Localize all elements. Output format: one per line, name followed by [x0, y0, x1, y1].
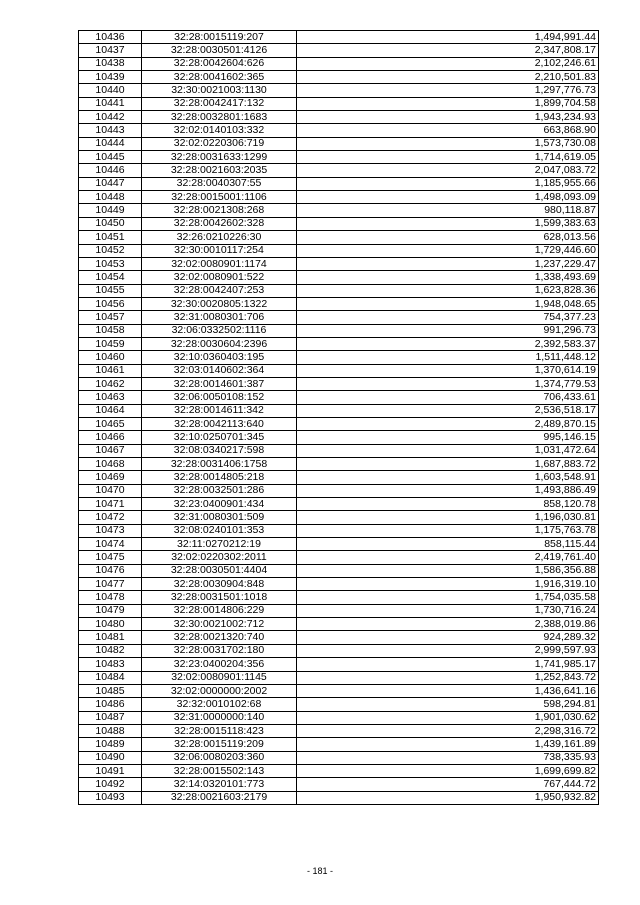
cadastral-number-cell: 32:31:0080301:706 [142, 311, 297, 324]
cadastral-number-cell: 32:14:0320101:773 [142, 778, 297, 791]
cadastral-number-cell: 32:30:0021003:1130 [142, 84, 297, 97]
amount-cell: 1,374,779.53 [297, 377, 599, 390]
cadastral-number-cell: 32:28:0031501:1018 [142, 591, 297, 604]
cadastral-number-cell: 32:28:0015119:209 [142, 738, 297, 751]
amount-cell: 995,146.15 [297, 431, 599, 444]
row-number-cell: 10436 [79, 31, 142, 44]
cadastral-number-cell: 32:30:0010117:254 [142, 244, 297, 257]
table-row [79, 431, 599, 444]
cadastral-number-cell: 32:10:0360403:195 [142, 351, 297, 364]
row-number-cell: 10492 [79, 778, 142, 791]
row-number-cell: 10457 [79, 311, 142, 324]
amount-cell: 1,943,234.93 [297, 111, 599, 124]
row-number-cell: 10467 [79, 444, 142, 457]
amount-cell: 1,252,843.72 [297, 671, 599, 684]
cadastral-number-cell: 32:28:0042417:132 [142, 97, 297, 110]
amount-cell: 1,031,472.64 [297, 444, 599, 457]
amount-cell: 1,599,383.63 [297, 217, 599, 230]
row-number-cell: 10437 [79, 44, 142, 57]
row-number-cell: 10462 [79, 377, 142, 390]
cadastral-number-cell: 32:28:0031406:1758 [142, 458, 297, 471]
table-row [79, 604, 599, 617]
row-number-cell: 10478 [79, 591, 142, 604]
table-row [79, 791, 599, 804]
table-row [79, 44, 599, 57]
amount-cell: 1,729,446.60 [297, 244, 599, 257]
amount-cell: 1,237,229.47 [297, 257, 599, 270]
table-row [79, 271, 599, 284]
table-row [79, 337, 599, 350]
amount-cell: 2,392,583.37 [297, 337, 599, 350]
amount-cell: 2,489,870.15 [297, 417, 599, 430]
table-row [79, 444, 599, 457]
table-row [79, 764, 599, 777]
amount-cell: 2,388,019.86 [297, 618, 599, 631]
cadastral-number-cell: 32:06:0080203:360 [142, 751, 297, 764]
page-number: - 181 - [306, 866, 333, 876]
amount-cell: 2,298,316.72 [297, 724, 599, 737]
table-row [79, 84, 599, 97]
row-number-cell: 10443 [79, 124, 142, 137]
row-number-cell: 10445 [79, 151, 142, 164]
row-number-cell: 10471 [79, 498, 142, 511]
amount-cell: 1,586,356.88 [297, 564, 599, 577]
cadastral-number-cell: 32:30:0020805:1322 [142, 297, 297, 310]
row-number-cell: 10449 [79, 204, 142, 217]
table-row [79, 724, 599, 737]
row-number-cell: 10440 [79, 84, 142, 97]
table-row [79, 644, 599, 657]
cadastral-number-cell: 32:28:0030501:4126 [142, 44, 297, 57]
cadastral-number-cell: 32:28:0031702:180 [142, 644, 297, 657]
amount-cell: 1,754,035.58 [297, 591, 599, 604]
row-number-cell: 10483 [79, 658, 142, 671]
amount-cell: 1,687,883.72 [297, 458, 599, 471]
cadastral-number-cell: 32:10:0250701:345 [142, 431, 297, 444]
cadastral-number-cell: 32:28:0021603:2179 [142, 791, 297, 804]
row-number-cell: 10447 [79, 177, 142, 190]
table-row [79, 417, 599, 430]
table-row [79, 204, 599, 217]
cadastral-number-cell: 32:31:0000000:140 [142, 711, 297, 724]
cadastral-number-cell: 32:23:0400901:434 [142, 498, 297, 511]
table-row [79, 311, 599, 324]
table-row [79, 631, 599, 644]
row-number-cell: 10479 [79, 604, 142, 617]
amount-cell: 2,999,597.93 [297, 644, 599, 657]
cadastral-number-cell: 32:02:0080901:522 [142, 271, 297, 284]
row-number-cell: 10476 [79, 564, 142, 577]
amount-cell: 858,120.78 [297, 498, 599, 511]
amount-cell: 1,948,048.65 [297, 297, 599, 310]
table-row [79, 364, 599, 377]
table-row [79, 284, 599, 297]
cadastral-number-cell: 32:28:0015118:423 [142, 724, 297, 737]
table-row [79, 658, 599, 671]
amount-cell: 2,210,501.83 [297, 71, 599, 84]
table-row [79, 564, 599, 577]
cadastral-number-cell: 32:28:0014601:387 [142, 377, 297, 390]
table-row [79, 404, 599, 417]
table-row [79, 351, 599, 364]
row-number-cell: 10454 [79, 271, 142, 284]
amount-cell: 1,901,030.62 [297, 711, 599, 724]
row-number-cell: 10486 [79, 698, 142, 711]
table-row [79, 231, 599, 244]
table-row [79, 538, 599, 551]
table-row [79, 151, 599, 164]
table-row [79, 377, 599, 390]
cadastral-number-cell: 32:02:0140103:332 [142, 124, 297, 137]
cadastral-number-cell: 32:28:0014611:342 [142, 404, 297, 417]
row-number-cell: 10490 [79, 751, 142, 764]
table-row [79, 471, 599, 484]
cadastral-number-cell: 32:31:0080301:509 [142, 511, 297, 524]
table-row [79, 484, 599, 497]
amount-cell: 980,118.87 [297, 204, 599, 217]
cadastral-number-cell: 32:28:0042602:328 [142, 217, 297, 230]
data-table [78, 30, 599, 805]
table-row [79, 177, 599, 190]
cadastral-number-cell: 32:28:0030501:4404 [142, 564, 297, 577]
cadastral-number-cell: 32:26:0210226:30 [142, 231, 297, 244]
row-number-cell: 10470 [79, 484, 142, 497]
row-number-cell: 10442 [79, 111, 142, 124]
cadastral-number-cell: 32:02:0220302:2011 [142, 551, 297, 564]
table-row [79, 137, 599, 150]
row-number-cell: 10453 [79, 257, 142, 270]
cadastral-number-cell: 32:28:0040307:55 [142, 177, 297, 190]
row-number-cell: 10464 [79, 404, 142, 417]
row-number-cell: 10463 [79, 391, 142, 404]
table-row [79, 297, 599, 310]
cadastral-number-cell: 32:02:0000000:2002 [142, 684, 297, 697]
table-row [79, 391, 599, 404]
cadastral-number-cell: 32:28:0015119:207 [142, 31, 297, 44]
cadastral-number-cell: 32:28:0021603:2035 [142, 164, 297, 177]
amount-cell: 1,950,932.82 [297, 791, 599, 804]
row-number-cell: 10444 [79, 137, 142, 150]
cadastral-number-cell: 32:28:0015001:1106 [142, 191, 297, 204]
amount-cell: 1,916,319.10 [297, 578, 599, 591]
row-number-cell: 10489 [79, 738, 142, 751]
table-row [79, 751, 599, 764]
table-row [79, 711, 599, 724]
table-row [79, 698, 599, 711]
amount-cell: 598,294.81 [297, 698, 599, 711]
table-row [79, 498, 599, 511]
amount-cell: 2,047,083.72 [297, 164, 599, 177]
cadastral-number-cell: 32:08:0240101:353 [142, 524, 297, 537]
cadastral-number-cell: 32:11:0270212:19 [142, 538, 297, 551]
cadastral-number-cell: 32:28:0042407:253 [142, 284, 297, 297]
amount-cell: 2,102,246.61 [297, 57, 599, 70]
row-number-cell: 10487 [79, 711, 142, 724]
table-row [79, 111, 599, 124]
table-row [79, 244, 599, 257]
row-number-cell: 10469 [79, 471, 142, 484]
amount-cell: 1,714,619.05 [297, 151, 599, 164]
table-row [79, 511, 599, 524]
amount-cell: 2,347,808.17 [297, 44, 599, 57]
cadastral-number-cell: 32:08:0340217:598 [142, 444, 297, 457]
cadastral-number-cell: 32:32:0010102:68 [142, 698, 297, 711]
cadastral-number-cell: 32:02:0080901:1174 [142, 257, 297, 270]
row-number-cell: 10493 [79, 791, 142, 804]
cadastral-number-cell: 32:28:0032501:286 [142, 484, 297, 497]
table-row [79, 618, 599, 631]
table-row [79, 71, 599, 84]
amount-cell: 1,493,886.49 [297, 484, 599, 497]
cadastral-number-cell: 32:28:0030904:848 [142, 578, 297, 591]
row-number-cell: 10458 [79, 324, 142, 337]
row-number-cell: 10456 [79, 297, 142, 310]
amount-cell: 1,741,985.17 [297, 658, 599, 671]
row-number-cell: 10488 [79, 724, 142, 737]
row-number-cell: 10481 [79, 631, 142, 644]
row-number-cell: 10485 [79, 684, 142, 697]
amount-cell: 1,494,991.44 [297, 31, 599, 44]
cadastral-number-cell: 32:28:0031633:1299 [142, 151, 297, 164]
row-number-cell: 10459 [79, 337, 142, 350]
table-row [79, 31, 599, 44]
amount-cell: 738,335.93 [297, 751, 599, 764]
row-number-cell: 10446 [79, 164, 142, 177]
row-number-cell: 10448 [79, 191, 142, 204]
cadastral-number-cell: 32:28:0021320:740 [142, 631, 297, 644]
cadastral-number-cell: 32:30:0021002:712 [142, 618, 297, 631]
amount-cell: 1,185,955.66 [297, 177, 599, 190]
row-number-cell: 10480 [79, 618, 142, 631]
row-number-cell: 10438 [79, 57, 142, 70]
table-row [79, 671, 599, 684]
row-number-cell: 10466 [79, 431, 142, 444]
amount-cell: 1,436,641.16 [297, 684, 599, 697]
row-number-cell: 10451 [79, 231, 142, 244]
row-number-cell: 10477 [79, 578, 142, 591]
table-row [79, 57, 599, 70]
amount-cell: 706,433.61 [297, 391, 599, 404]
cadastral-number-cell: 32:28:0042604:626 [142, 57, 297, 70]
amount-cell: 1,699,699.82 [297, 764, 599, 777]
table-row [79, 458, 599, 471]
cadastral-number-cell: 32:02:0220306:719 [142, 137, 297, 150]
table-row [79, 217, 599, 230]
amount-cell: 1,899,704.58 [297, 97, 599, 110]
cadastral-number-cell: 32:28:0041602:365 [142, 71, 297, 84]
row-number-cell: 10473 [79, 524, 142, 537]
amount-cell: 1,603,548.91 [297, 471, 599, 484]
amount-cell: 2,536,518.17 [297, 404, 599, 417]
table-row [79, 257, 599, 270]
row-number-cell: 10472 [79, 511, 142, 524]
amount-cell: 858,115.44 [297, 538, 599, 551]
row-number-cell: 10482 [79, 644, 142, 657]
row-number-cell: 10484 [79, 671, 142, 684]
row-number-cell: 10460 [79, 351, 142, 364]
amount-cell: 1,338,493.69 [297, 271, 599, 284]
row-number-cell: 10491 [79, 764, 142, 777]
cadastral-number-cell: 32:28:0030604:2396 [142, 337, 297, 350]
table-row [79, 591, 599, 604]
cadastral-number-cell: 32:28:0042113:640 [142, 417, 297, 430]
row-number-cell: 10468 [79, 458, 142, 471]
row-number-cell: 10474 [79, 538, 142, 551]
cadastral-number-cell: 32:02:0080901:1145 [142, 671, 297, 684]
amount-cell: 754,377.23 [297, 311, 599, 324]
row-number-cell: 10455 [79, 284, 142, 297]
table-row [79, 578, 599, 591]
amount-cell: 1,511,448.12 [297, 351, 599, 364]
table-row [79, 738, 599, 751]
cadastral-number-cell: 32:03:0140602:364 [142, 364, 297, 377]
amount-cell: 663,868.90 [297, 124, 599, 137]
cadastral-number-cell: 32:28:0015502:143 [142, 764, 297, 777]
amount-cell: 1,297,776.73 [297, 84, 599, 97]
amount-cell: 1,573,730.08 [297, 137, 599, 150]
cadastral-number-cell: 32:28:0032801:1683 [142, 111, 297, 124]
amount-cell: 1,196,030.81 [297, 511, 599, 524]
table-row [79, 324, 599, 337]
cadastral-number-cell: 32:28:0014806:229 [142, 604, 297, 617]
table-row [79, 551, 599, 564]
amount-cell: 1,498,093.09 [297, 191, 599, 204]
amount-cell: 767,444.72 [297, 778, 599, 791]
table-row [79, 124, 599, 137]
row-number-cell: 10461 [79, 364, 142, 377]
table-row [79, 778, 599, 791]
row-number-cell: 10452 [79, 244, 142, 257]
row-number-cell: 10475 [79, 551, 142, 564]
row-number-cell: 10450 [79, 217, 142, 230]
amount-cell: 991,296.73 [297, 324, 599, 337]
amount-cell: 628,013.56 [297, 231, 599, 244]
amount-cell: 1,730,716.24 [297, 604, 599, 617]
table-row [79, 97, 599, 110]
cadastral-number-cell: 32:06:0050108:152 [142, 391, 297, 404]
amount-cell: 1,370,614.19 [297, 364, 599, 377]
cadastral-number-cell: 32:06:0332502:1116 [142, 324, 297, 337]
cadastral-number-cell: 32:28:0021308:268 [142, 204, 297, 217]
amount-cell: 1,439,161.89 [297, 738, 599, 751]
row-number-cell: 10465 [79, 417, 142, 430]
row-number-cell: 10439 [79, 71, 142, 84]
table-row [79, 164, 599, 177]
table-row [79, 191, 599, 204]
amount-cell: 924,289.32 [297, 631, 599, 644]
cadastral-number-cell: 32:23:0400204:356 [142, 658, 297, 671]
cadastral-number-cell: 32:28:0014805:218 [142, 471, 297, 484]
amount-cell: 2,419,761.40 [297, 551, 599, 564]
table-row [79, 684, 599, 697]
table-row [79, 524, 599, 537]
table-body [79, 31, 599, 805]
amount-cell: 1,175,763.78 [297, 524, 599, 537]
row-number-cell: 10441 [79, 97, 142, 110]
amount-cell: 1,623,828.36 [297, 284, 599, 297]
